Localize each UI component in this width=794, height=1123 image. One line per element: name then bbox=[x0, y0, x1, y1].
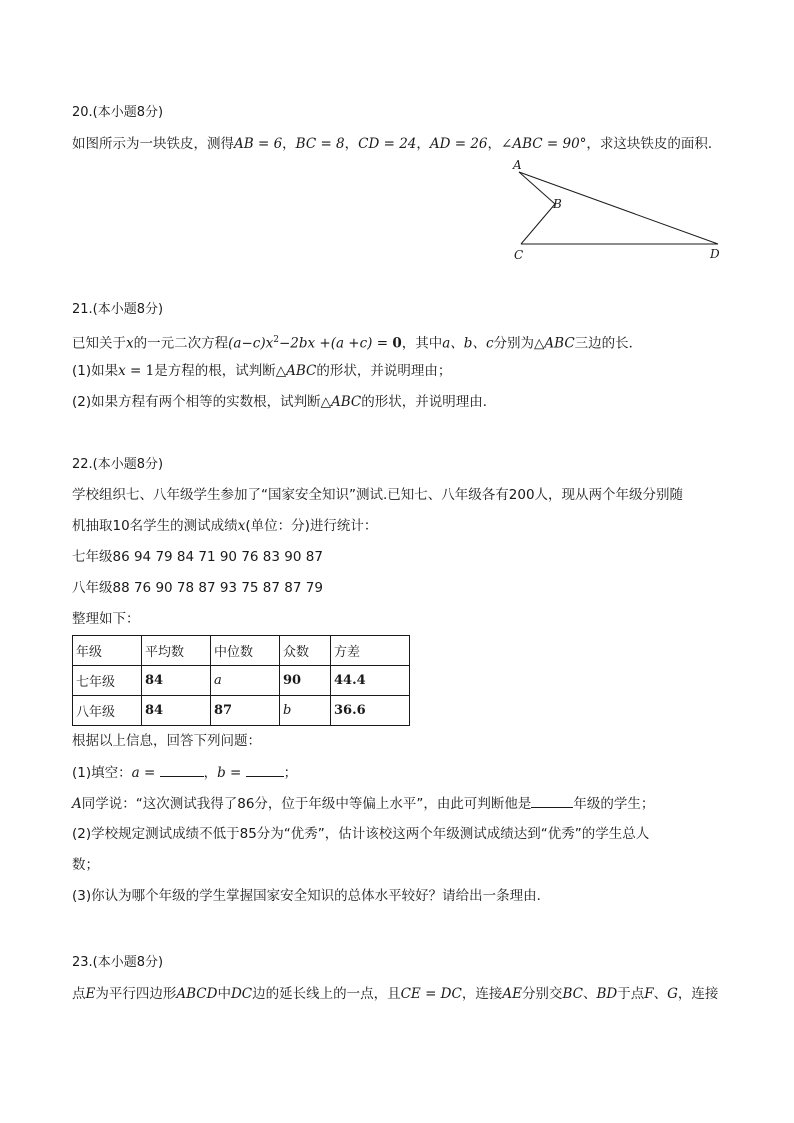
table-cell: 84 bbox=[142, 696, 211, 726]
question-22 bbox=[72, 455, 732, 917]
table-cell: 90 bbox=[280, 666, 331, 696]
segment-ab bbox=[519, 172, 555, 204]
label-a: A bbox=[513, 158, 522, 172]
label-c: C bbox=[514, 248, 524, 262]
question-23 bbox=[72, 953, 732, 1015]
question-intro-line-1: 学校组织七、八年级学生参加了“国家安全知识”测试.已知七、八年级各有200人，现从两个年级分别随 bbox=[72, 487, 684, 503]
question-header: 21.(本小题8分) bbox=[72, 302, 164, 317]
table-header-cell: 方差 bbox=[331, 636, 410, 666]
question-intro-line-2: 机抽取10名学生的测试成绩x(单位：分)进行统计： bbox=[72, 518, 378, 534]
table-row bbox=[73, 696, 410, 726]
segment-ad bbox=[519, 172, 718, 244]
table-row bbox=[73, 666, 410, 696]
table-cell: 七年级 bbox=[73, 666, 142, 696]
answer-blank-b[interactable] bbox=[246, 762, 284, 777]
question-text: 如图所示为一块铁皮，测得AB = 6，BC = 8，CD = 24，AD = 26，∠ABC = 90°，求这块铁皮的面积． bbox=[72, 136, 722, 152]
answer-blank-a[interactable] bbox=[160, 762, 204, 777]
label-d: D bbox=[710, 247, 720, 261]
part-1-note: A同学说：“这次测试我得了86分，位于年级中等偏上水平”，由此可判断他是 年级的学生； bbox=[72, 793, 732, 824]
answer-blank-grade[interactable] bbox=[531, 793, 573, 808]
table-cell: 84 bbox=[142, 666, 211, 696]
organize-label: 整理如下： bbox=[72, 611, 140, 627]
grade8-scores: 八年级88 76 90 78 87 93 75 87 87 79 bbox=[72, 580, 323, 596]
label-b: B bbox=[553, 197, 562, 211]
table-header-cell: 平均数 bbox=[142, 636, 211, 666]
table-cell: 36.6 bbox=[331, 696, 410, 726]
question-header: 22.(本小题8分) bbox=[72, 457, 164, 472]
part-2: (2)如果方程有两个相等的实数根，试判断△ABC的形状，并说明理由． bbox=[72, 394, 497, 410]
table-header-cell: 年级 bbox=[73, 636, 142, 666]
table-cell: 44.4 bbox=[331, 666, 410, 696]
table-header-cell: 众数 bbox=[280, 636, 331, 666]
table-cell: 八年级 bbox=[73, 696, 142, 726]
part-1: (1)如果x = 1是方程的根，试判断△ABC的形状，并说明理由； bbox=[72, 363, 452, 379]
question-text: 点E为平行四边形ABCD中DC边的延长线上的一点，且CE = DC，连接AE分别交BC、BD于点F、G，连接 bbox=[72, 986, 719, 1002]
part-1: (1)填空：a = ，b = ； bbox=[72, 762, 732, 793]
part-2-line-1: (2)学校规定测试成绩不低于85分为“优秀”，估计该校这两个年级测试成绩达到“优秀”的学生总人 bbox=[72, 826, 650, 842]
statistics-table bbox=[72, 635, 410, 726]
table-cell: a bbox=[211, 666, 280, 696]
answer-intro: 根据以上信息，回答下列问题： bbox=[72, 733, 261, 749]
part-2-line-2: 数； bbox=[72, 857, 99, 873]
table-cell: b bbox=[280, 696, 331, 726]
part-3: (3)你认为哪个年级的学生掌握国家安全知识的总体水平较好？请给出一条理由． bbox=[72, 888, 551, 904]
question-header: 23.(本小题8分) bbox=[72, 955, 164, 970]
grade7-scores: 七年级86 94 79 84 71 90 76 83 90 87 bbox=[72, 549, 323, 565]
question-21 bbox=[72, 300, 732, 423]
quadrilateral-figure bbox=[505, 156, 735, 268]
segment-bc bbox=[521, 204, 555, 244]
table-header-cell: 中位数 bbox=[211, 636, 280, 666]
question-header: 20.(本小题8分) bbox=[72, 105, 164, 120]
table-header-row bbox=[73, 636, 410, 666]
table-cell: 87 bbox=[211, 696, 280, 726]
question-intro: 已知关于x的一元二次方程$(a-c)x^2-2bx +(a +c) = 0$，其中a、b、c分别为△ABC三边的长． bbox=[72, 335, 643, 352]
